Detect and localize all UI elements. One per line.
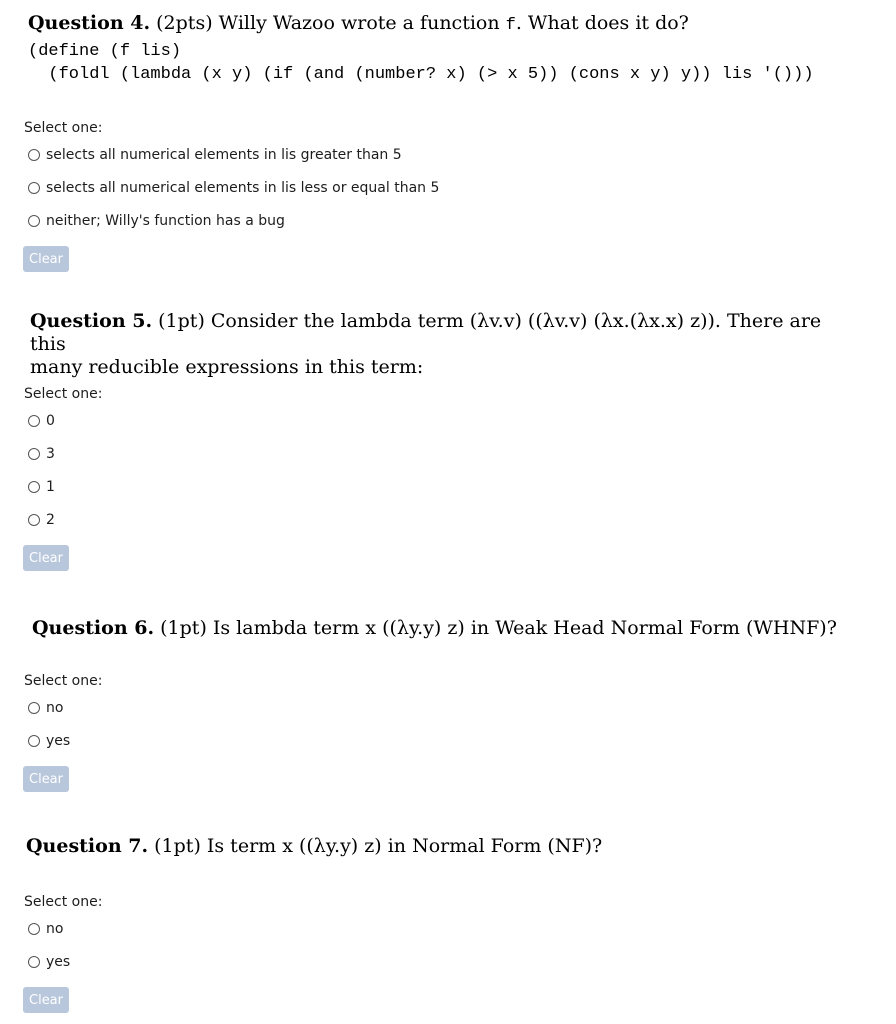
q4-option-1[interactable] — [28, 147, 402, 163]
q7-option-yes[interactable] — [28, 954, 70, 970]
radio-button[interactable] — [28, 923, 40, 935]
question-7-label: Question 7. — [26, 835, 149, 857]
option-label: 0 — [46, 413, 55, 429]
radio-button[interactable] — [28, 481, 40, 493]
q5-option-1[interactable] — [28, 413, 55, 429]
option-label: selects all numerical elements in lis less or equal than 5 — [46, 180, 440, 196]
option-label: 1 — [46, 479, 55, 495]
question-4-text-end: . What does it do? — [515, 12, 689, 34]
q5-option-4[interactable] — [28, 512, 55, 528]
option-label: yes — [46, 733, 71, 749]
question-4-text: (2pts) Willy Wazoo wrote a function — [156, 12, 500, 34]
radio-button[interactable] — [28, 702, 40, 714]
option-label: no — [46, 921, 64, 937]
q4-clear-button[interactable]: Clear — [23, 246, 69, 272]
option-label: yes — [46, 954, 71, 970]
select-one-label: Select one: — [24, 894, 103, 910]
q5-clear-button[interactable]: Clear — [23, 545, 69, 571]
question-6-label: Question 6. — [32, 617, 155, 639]
q7-clear-button[interactable]: Clear — [23, 987, 69, 1013]
option-label: selects all numerical elements in lis greater than 5 — [46, 147, 402, 163]
question-5-text-line2: many reducible expressions in this term: — [30, 356, 424, 378]
question-4-function-name: f — [505, 16, 516, 35]
question-6-heading — [32, 617, 837, 640]
q6-option-yes[interactable] — [28, 733, 70, 749]
radio-button[interactable] — [28, 956, 40, 968]
radio-button[interactable] — [28, 149, 40, 161]
radio-button[interactable] — [28, 215, 40, 227]
question-5-text: (1pt) Consider the lambda term (λv.v) ((λv.v) (λx.(λx.x) z)). There are this — [30, 310, 822, 355]
question-5-label: Question 5. — [30, 310, 153, 332]
code-line-1: (define (f lis) — [28, 42, 182, 61]
q6-clear-button[interactable]: Clear — [23, 766, 69, 792]
radio-button[interactable] — [28, 735, 40, 747]
question-4-heading — [28, 12, 689, 37]
code-line-2: (foldl (lambda (x y) (if (and (number? x) (> x 5)) (cons x y) y)) lis '())) — [28, 65, 814, 84]
select-one-label: Select one: — [24, 673, 103, 689]
radio-button[interactable] — [28, 448, 40, 460]
radio-button[interactable] — [28, 415, 40, 427]
radio-button[interactable] — [28, 182, 40, 194]
select-one-label: Select one: — [24, 386, 103, 402]
q5-option-3[interactable] — [28, 479, 55, 495]
q7-option-no[interactable] — [28, 921, 63, 937]
radio-button[interactable] — [28, 514, 40, 526]
question-5-heading — [30, 310, 840, 379]
q4-option-2[interactable] — [28, 180, 439, 196]
option-label: neither; Willy's function has a bug — [46, 213, 285, 229]
question-6-text: (1pt) Is lambda term x ((λy.y) z) in Weak Head Normal Form (WHNF)? — [160, 617, 837, 639]
option-label: 2 — [46, 512, 55, 528]
q5-option-2[interactable] — [28, 446, 55, 462]
q4-option-3[interactable] — [28, 213, 285, 229]
question-7-heading — [26, 835, 602, 858]
question-4-label: Question 4. — [28, 12, 151, 34]
q6-option-no[interactable] — [28, 700, 63, 716]
question-7-text: (1pt) Is term x ((λy.y) z) in Normal Form (NF)? — [154, 835, 603, 857]
select-one-label: Select one: — [24, 120, 103, 136]
option-label: 3 — [46, 446, 55, 462]
option-label: no — [46, 700, 64, 716]
